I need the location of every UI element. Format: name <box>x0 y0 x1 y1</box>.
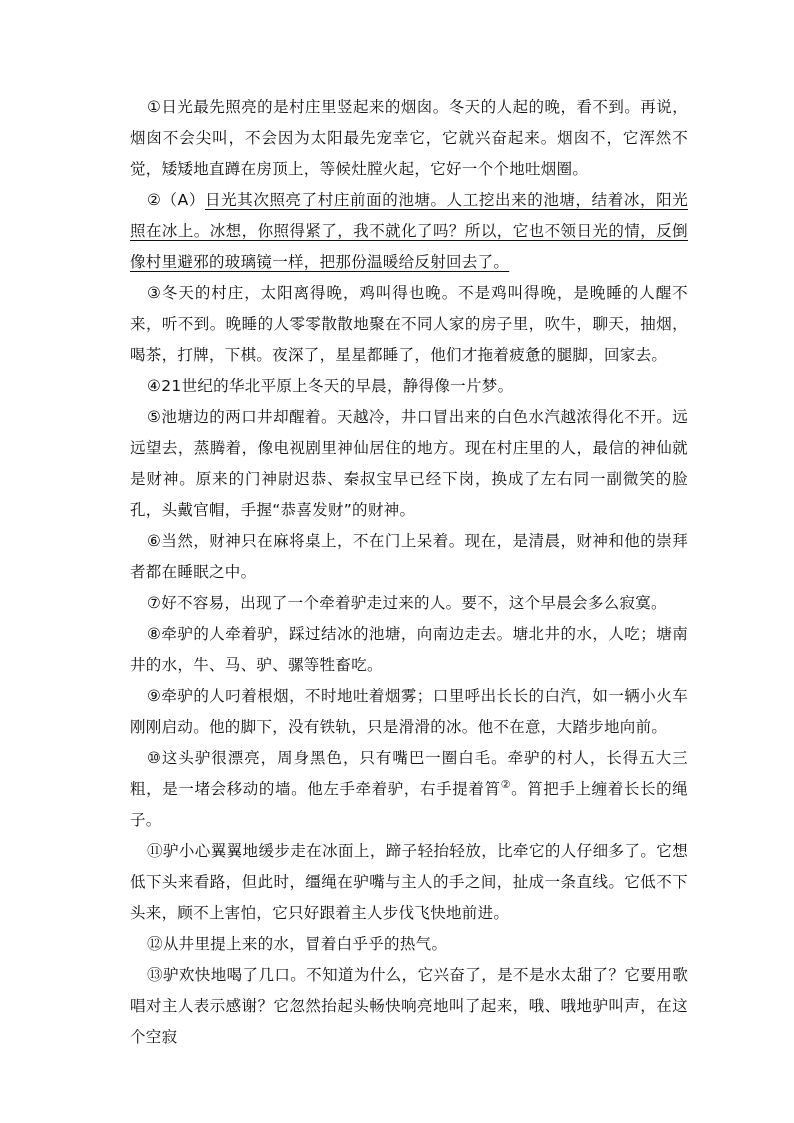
paragraph-2-underlined-text: 日光其次照亮了村庄前面的池塘。人工挖出来的池塘，结着冰，阳光照在冰上。冰想，你照得紧了，我不就化了吗？所以，它也不领日光的情，反倒像村里避邪的玻璃镜一样，把那份温暖给反射回去了。 <box>130 191 688 271</box>
paragraph-6: ⑥当然，财神只在麻将桌上，不在门上呆着。现在，是清晨，财神和他的崇拜者都在睡眠之中。 <box>130 532 688 581</box>
paragraph-8: ⑧牵驴的人牵着驴，踩过结冰的池塘，向南边走去。塘北井的水，人吃；塘南井的水，牛、马、驴、骡等牲畜吃。 <box>130 625 688 674</box>
paragraph-4: ④21世纪的华北平原上冬天的早晨，静得像一片梦。 <box>147 377 514 395</box>
paragraph-12: ⑫从井里提上来的水，冒着白乎乎的热气。 <box>147 935 448 953</box>
paragraph-10 <box>130 743 688 836</box>
footnote-marker[interactable]: ② <box>500 777 512 791</box>
paragraph-10-text-after: 。筲把手上缠着长长的绳子。 <box>130 780 688 829</box>
paragraph-2 <box>130 185 688 278</box>
paragraph-11: ⑪驴小心翼翼地缓步走在冰面上，蹄子轻抬轻放，比牵它的人仔细多了。它想低下头来看路，但此时，缰绳在驴嘴与主人的手之间，扯成一条直线。它低不下头来，顾不上害怕，它只好跟着主人步伐飞快地前进。 <box>130 842 688 922</box>
paragraph-2-prefix: ②（A） <box>147 191 205 209</box>
paragraph-5: ⑤池塘边的两口井却醒着。天越冷，井口冒出来的白色水汽越浓得化不开。远远望去，蒸腾着，像电视剧里神仙居住的地方。现在村庄里的人，最信的神仙就是财神。原来的门神尉迟恭、秦叔宝早已经下岗，换成了左右同一副微笑的脸孔，头戴官帽，手握“恭喜发财”的财神。 <box>130 408 688 519</box>
article-body <box>130 92 688 1053</box>
paragraph-13: ⑬驴欢快地喝了几口。不知道为什么，它兴奋了，是不是水太甜了？它要用歌唱对主人表示感谢？它忽然抬起头畅快响亮地叫了起来，哦、哦地驴叫声，在这个空寂 <box>130 966 688 1046</box>
paragraph-7: ⑦好不容易，出现了一个牵着驴走过来的人。要不，这个早晨会多么寂寞。 <box>147 594 667 612</box>
paragraph-9: ⑨牵驴的人叼着根烟，不时地吐着烟雾；口里呼出长长的白汽，如一辆小火车刚刚启动。他的脚下，没有铁轨，只是滑滑的冰。他不在意，大踏步地向前。 <box>130 687 688 736</box>
paragraph-3: ③冬天的村庄，太阳离得晚，鸡叫得也晚。不是鸡叫得晚，是晚睡的人醒不来，听不到。晚睡的人零零散散地聚在不同人家的房子里，吹牛，聊天，抽烟，喝茶，打牌，下棋。夜深了，星星都睡了，他们才拖着疲惫的腿脚，回家去。 <box>130 284 688 364</box>
paragraph-1: ①日光最先照亮的是村庄里竖起来的烟囱。冬天的人起的晚，看不到。再说，烟囱不会尖叫，不会因为太阳最先宠幸它，它就兴奋起来。烟囱不，它浑然不觉，矮矮地直蹲在房顶上，等候灶膛火起，它好一个个地吐烟圈。 <box>130 98 688 178</box>
paragraph-10-text-before: ⑩这头驴很漂亮，周身黑色，只有嘴巴一圈白毛。牵驴的村人，长得五大三粗，是一堵会移动的墙。他左手牵着驴，右手提着筲 <box>130 749 688 798</box>
